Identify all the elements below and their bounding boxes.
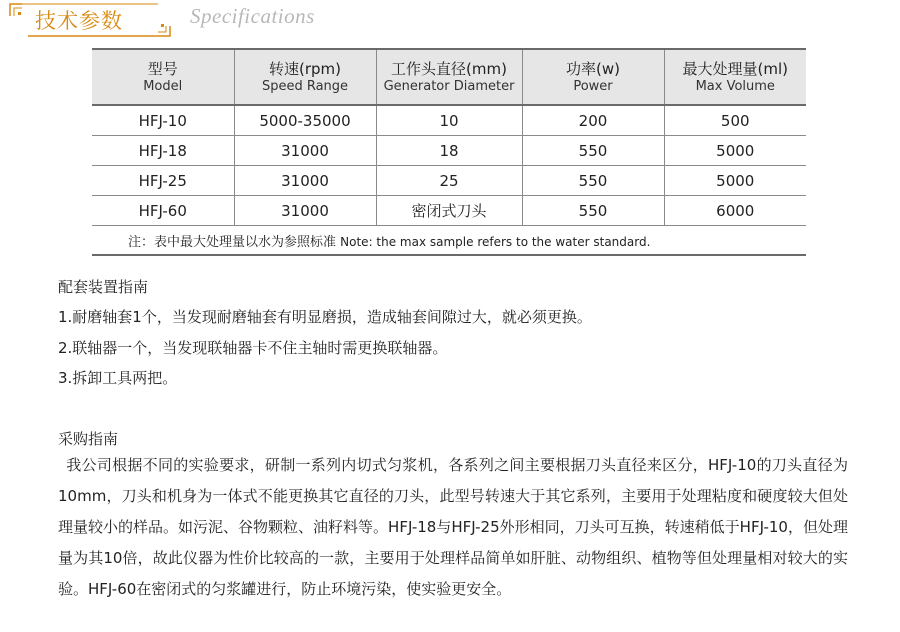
cell-diameter: 18 [376,136,522,166]
cell-power: 200 [522,105,664,136]
spec-table [92,48,806,256]
cell-diameter: 10 [376,105,522,136]
table-note-zh: 注：表中最大处理量以水为参照标准 [128,234,337,250]
cell-model: HFJ-60 [92,196,234,226]
cell-speed: 31000 [234,166,376,196]
cell-model: HFJ-10 [92,105,234,136]
section-subtitle: Specifications [190,4,315,28]
cell-volume: 5000 [664,166,806,196]
table-row [92,166,806,196]
table-row [92,136,806,166]
cell-power: 550 [522,136,664,166]
column-header-speed: 转速(rpm) Speed Range [234,49,376,105]
cell-speed: 31000 [234,136,376,166]
cell-diameter: 25 [376,166,522,196]
table-note-row [92,226,806,256]
purchase-text: 我公司根据不同的实验要求，研制一系列内切式匀浆机，各系列之间主要根据刀头直径来区分，HFJ-10的刀头直径为10mm，刀头和机身为一体式不能更换其它直径的刀头，此型号转速大于其它系列，主要用于处理粘度和硬度较大但处理量较小的样品。如污泥、谷物颗粒、油籽料等。HFJ-18与HFJ-25外形相同，刀头可互换，转速稍低于HFJ-10，但处理量为其10倍，故此仪器为性价比较高的一款，主要用于处理样品简单如肝脏、动物组织、植物等但处理量相对较大的实验。HFJ-60在密闭式的匀浆罐进行，防止环境污染，使实验更安全。 [58,456,848,598]
column-header-power: 功率(w) Power [522,49,664,105]
purchase-paragraph [58,450,848,605]
cell-diameter: 密闭式刀头 [376,196,522,226]
cell-volume: 5000 [664,136,806,166]
column-header-model: 型号 Model [92,49,234,105]
section-header-badge [8,2,176,42]
column-header-diameter: 工作头直径(mm) Generator Diameter [376,49,522,105]
cell-model: HFJ-25 [92,166,234,196]
cell-power: 550 [522,166,664,196]
cell-speed: 5000-35000 [234,105,376,136]
cell-model: HFJ-18 [92,136,234,166]
accessories-title: 配套装置指南 [58,278,149,296]
accessory-item: 3.拆卸工具两把。 [58,369,178,387]
column-header-volume: 最大处理量(ml) Max Volume [664,49,806,105]
table-note [92,226,806,256]
cell-power: 550 [522,196,664,226]
cell-volume: 6000 [664,196,806,226]
table-header-row [92,49,806,105]
accessory-item: 1.耐磨轴套1个，当发现耐磨轴套有明显磨损，造成轴套间隙过大，就必须更换。 [58,308,592,326]
table-note-en: Note: the max sample refers to the water standard. [340,234,651,249]
accessory-item: 2.联轴器一个，当发现联轴器卡不住主轴时需更换联轴器。 [58,339,448,357]
section-title: 技术参数 [35,9,123,33]
table-row [92,105,806,136]
cell-volume: 500 [664,105,806,136]
cell-speed: 31000 [234,196,376,226]
purchase-title: 采购指南 [58,430,119,448]
table-row [92,196,806,226]
